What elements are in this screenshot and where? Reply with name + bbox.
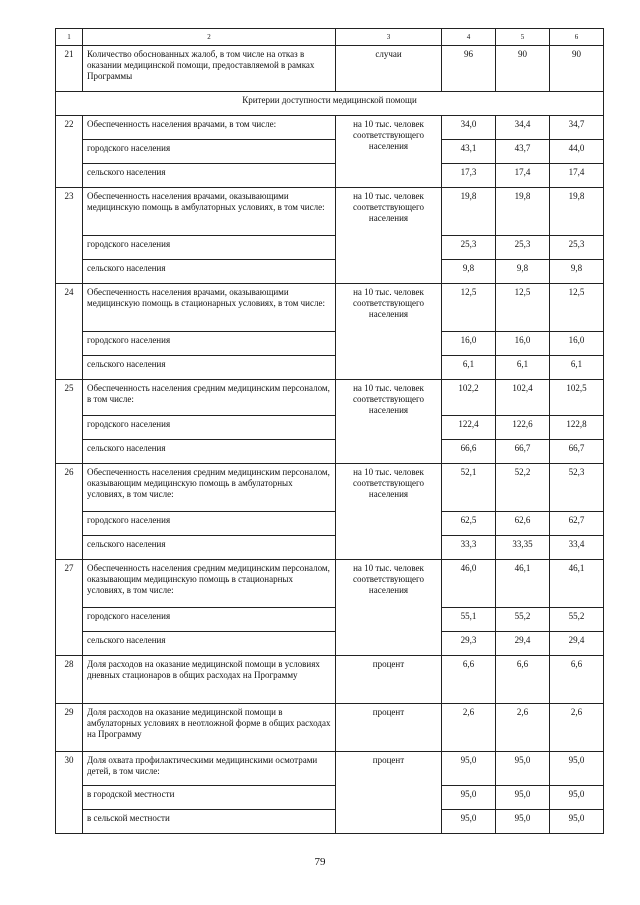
unit-cell: процент bbox=[336, 656, 442, 704]
value-cell: 95,0 bbox=[442, 810, 496, 834]
value-cell: 25,3 bbox=[550, 236, 604, 260]
value-cell: 46,0 bbox=[442, 560, 496, 608]
criterion-text: Обеспеченность населения средним медицинским персоналом, оказывающим медицинскую помощь в амбулаторных условиях, в том числе: bbox=[83, 464, 336, 512]
table-subrow bbox=[56, 164, 604, 188]
value-cell: 52,1 bbox=[442, 464, 496, 512]
value-cell: 95,0 bbox=[496, 786, 550, 810]
table-subrow bbox=[56, 440, 604, 464]
criterion-subtext: сельского населения bbox=[83, 260, 336, 284]
value-cell: 19,8 bbox=[442, 188, 496, 236]
header-cell: 4 bbox=[442, 29, 496, 46]
value-cell: 17,3 bbox=[442, 164, 496, 188]
value-cell: 34,0 bbox=[442, 116, 496, 140]
value-cell: 6,1 bbox=[442, 356, 496, 380]
header-cell: 5 bbox=[496, 29, 550, 46]
table-row bbox=[56, 380, 604, 416]
unit-cell: случаи bbox=[336, 46, 442, 92]
value-cell: 44,0 bbox=[550, 140, 604, 164]
criterion-text: Доля расходов на оказание медицинской помощи в амбулаторных условиях в неотложной форме в общих расходах на Программу bbox=[83, 704, 336, 752]
criterion-subtext: в городской местности bbox=[83, 786, 336, 810]
criterion-subtext: в сельской местности bbox=[83, 810, 336, 834]
table-row bbox=[56, 560, 604, 608]
value-cell: 16,0 bbox=[550, 332, 604, 356]
value-cell: 9,8 bbox=[442, 260, 496, 284]
value-cell: 19,8 bbox=[496, 188, 550, 236]
table-subrow bbox=[56, 632, 604, 656]
criterion-subtext: городского населения bbox=[83, 608, 336, 632]
unit-cell: на 10 тыс. человек соответствующего населения bbox=[336, 188, 442, 284]
criterion-subtext: сельского населения bbox=[83, 536, 336, 560]
value-cell: 2,6 bbox=[442, 704, 496, 752]
value-cell: 95,0 bbox=[496, 810, 550, 834]
row-number: 21 bbox=[56, 46, 83, 92]
table-subrow bbox=[56, 416, 604, 440]
value-cell: 19,8 bbox=[550, 188, 604, 236]
value-cell: 33,35 bbox=[496, 536, 550, 560]
row-number: 22 bbox=[56, 116, 83, 188]
value-cell: 66,6 bbox=[442, 440, 496, 464]
value-cell: 122,6 bbox=[496, 416, 550, 440]
value-cell: 6,1 bbox=[496, 356, 550, 380]
unit-cell: на 10 тыс. человек соответствующего населения bbox=[336, 464, 442, 560]
table-row bbox=[56, 656, 604, 704]
criterion-subtext: городского населения bbox=[83, 512, 336, 536]
table-subrow bbox=[56, 512, 604, 536]
criteria-table bbox=[55, 28, 604, 834]
criterion-subtext: сельского населения bbox=[83, 440, 336, 464]
value-cell: 46,1 bbox=[550, 560, 604, 608]
value-cell: 95,0 bbox=[442, 786, 496, 810]
value-cell: 6,6 bbox=[550, 656, 604, 704]
value-cell: 16,0 bbox=[496, 332, 550, 356]
criterion-text: Обеспеченность населения врачами, в том числе: bbox=[83, 116, 336, 140]
criterion-text: Доля расходов на оказание медицинской помощи в условиях дневных стационаров в общих расходах на Программу bbox=[83, 656, 336, 704]
table-subrow bbox=[56, 332, 604, 356]
value-cell: 33,3 bbox=[442, 536, 496, 560]
value-cell: 12,5 bbox=[496, 284, 550, 332]
table-subrow bbox=[56, 260, 604, 284]
value-cell: 122,4 bbox=[442, 416, 496, 440]
value-cell: 55,2 bbox=[550, 608, 604, 632]
value-cell: 52,2 bbox=[496, 464, 550, 512]
value-cell: 90 bbox=[550, 46, 604, 92]
value-cell: 102,5 bbox=[550, 380, 604, 416]
section-title: Критерии доступности медицинской помощи bbox=[56, 92, 604, 116]
table-subrow bbox=[56, 536, 604, 560]
criterion-text: Обеспеченность населения врачами, оказывающими медицинскую помощь в стационарных условиях, в том числе: bbox=[83, 284, 336, 332]
unit-cell: процент bbox=[336, 704, 442, 752]
value-cell: 2,6 bbox=[550, 704, 604, 752]
value-cell: 34,4 bbox=[496, 116, 550, 140]
criterion-subtext: городского населения bbox=[83, 332, 336, 356]
criterion-subtext: сельского населения bbox=[83, 632, 336, 656]
criterion-text: Количество обоснованных жалоб, в том числе на отказ в оказании медицинской помощи, предоставляемой в рамках Программы bbox=[83, 46, 336, 92]
table-subrow bbox=[56, 140, 604, 164]
value-cell: 9,8 bbox=[496, 260, 550, 284]
value-cell: 52,3 bbox=[550, 464, 604, 512]
value-cell: 17,4 bbox=[496, 164, 550, 188]
value-cell: 6,6 bbox=[442, 656, 496, 704]
table-subrow bbox=[56, 608, 604, 632]
value-cell: 62,5 bbox=[442, 512, 496, 536]
value-cell: 55,1 bbox=[442, 608, 496, 632]
criterion-text: Доля охвата профилактическими медицинскими осмотрами детей, в том числе: bbox=[83, 752, 336, 786]
value-cell: 95,0 bbox=[550, 752, 604, 786]
table-row bbox=[56, 704, 604, 752]
header-row bbox=[56, 29, 604, 46]
value-cell: 25,3 bbox=[496, 236, 550, 260]
table-row bbox=[56, 284, 604, 332]
header-cell: 2 bbox=[83, 29, 336, 46]
criterion-text: Обеспеченность населения средним медицинским персоналом, в том числе: bbox=[83, 380, 336, 416]
unit-cell: на 10 тыс. человек соответствующего населения bbox=[336, 560, 442, 656]
criterion-subtext: сельского населения bbox=[83, 356, 336, 380]
value-cell: 62,6 bbox=[496, 512, 550, 536]
unit-cell: на 10 тыс. человек соответствующего населения bbox=[336, 116, 442, 188]
header-cell: 1 bbox=[56, 29, 83, 46]
row-number: 24 bbox=[56, 284, 83, 380]
header-cell: 3 bbox=[336, 29, 442, 46]
value-cell: 43,7 bbox=[496, 140, 550, 164]
header-cell: 6 bbox=[550, 29, 604, 46]
row-number: 30 bbox=[56, 752, 83, 834]
value-cell: 95,0 bbox=[550, 786, 604, 810]
value-cell: 12,5 bbox=[550, 284, 604, 332]
value-cell: 43,1 bbox=[442, 140, 496, 164]
value-cell: 2,6 bbox=[496, 704, 550, 752]
unit-cell: на 10 тыс. человек соответствующего населения bbox=[336, 380, 442, 464]
value-cell: 95,0 bbox=[442, 752, 496, 786]
value-cell: 29,4 bbox=[496, 632, 550, 656]
value-cell: 102,2 bbox=[442, 380, 496, 416]
table-subrow bbox=[56, 356, 604, 380]
value-cell: 122,8 bbox=[550, 416, 604, 440]
value-cell: 96 bbox=[442, 46, 496, 92]
row-number: 26 bbox=[56, 464, 83, 560]
criterion-text: Обеспеченность населения средним медицинским персоналом, оказывающим медицинскую помощь в стационарных условиях, в том числе: bbox=[83, 560, 336, 608]
criteria-table-body bbox=[56, 29, 604, 834]
table-subrow bbox=[56, 810, 604, 834]
value-cell: 62,7 bbox=[550, 512, 604, 536]
value-cell: 34,7 bbox=[550, 116, 604, 140]
page-number: 79 bbox=[314, 856, 326, 868]
row-number: 25 bbox=[56, 380, 83, 464]
value-cell: 16,0 bbox=[442, 332, 496, 356]
row-number: 29 bbox=[56, 704, 83, 752]
criterion-subtext: городского населения bbox=[83, 416, 336, 440]
value-cell: 66,7 bbox=[496, 440, 550, 464]
value-cell: 17,4 bbox=[550, 164, 604, 188]
table-row bbox=[56, 116, 604, 140]
value-cell: 9,8 bbox=[550, 260, 604, 284]
value-cell: 6,1 bbox=[550, 356, 604, 380]
value-cell: 46,1 bbox=[496, 560, 550, 608]
value-cell: 95,0 bbox=[496, 752, 550, 786]
criterion-subtext: городского населения bbox=[83, 236, 336, 260]
unit-cell: на 10 тыс. человек соответствующего населения bbox=[336, 284, 442, 380]
table-row bbox=[56, 188, 604, 236]
criterion-text: Обеспеченность населения врачами, оказывающими медицинскую помощь в амбулаторных условиях, в том числе: bbox=[83, 188, 336, 236]
row-number: 27 bbox=[56, 560, 83, 656]
value-cell: 12,5 bbox=[442, 284, 496, 332]
section-row bbox=[56, 92, 604, 116]
unit-cell: процент bbox=[336, 752, 442, 834]
row-number: 28 bbox=[56, 656, 83, 704]
value-cell: 33,4 bbox=[550, 536, 604, 560]
table-subrow bbox=[56, 236, 604, 260]
table-row bbox=[56, 752, 604, 786]
value-cell: 25,3 bbox=[442, 236, 496, 260]
value-cell: 29,4 bbox=[550, 632, 604, 656]
value-cell: 29,3 bbox=[442, 632, 496, 656]
value-cell: 95,0 bbox=[550, 810, 604, 834]
value-cell: 66,7 bbox=[550, 440, 604, 464]
criterion-subtext: городского населения bbox=[83, 140, 336, 164]
table-subrow bbox=[56, 786, 604, 810]
table-row bbox=[56, 46, 604, 92]
criterion-subtext: сельского населения bbox=[83, 164, 336, 188]
table-row bbox=[56, 464, 604, 512]
value-cell: 90 bbox=[496, 46, 550, 92]
value-cell: 6,6 bbox=[496, 656, 550, 704]
value-cell: 102,4 bbox=[496, 380, 550, 416]
value-cell: 55,2 bbox=[496, 608, 550, 632]
row-number: 23 bbox=[56, 188, 83, 284]
